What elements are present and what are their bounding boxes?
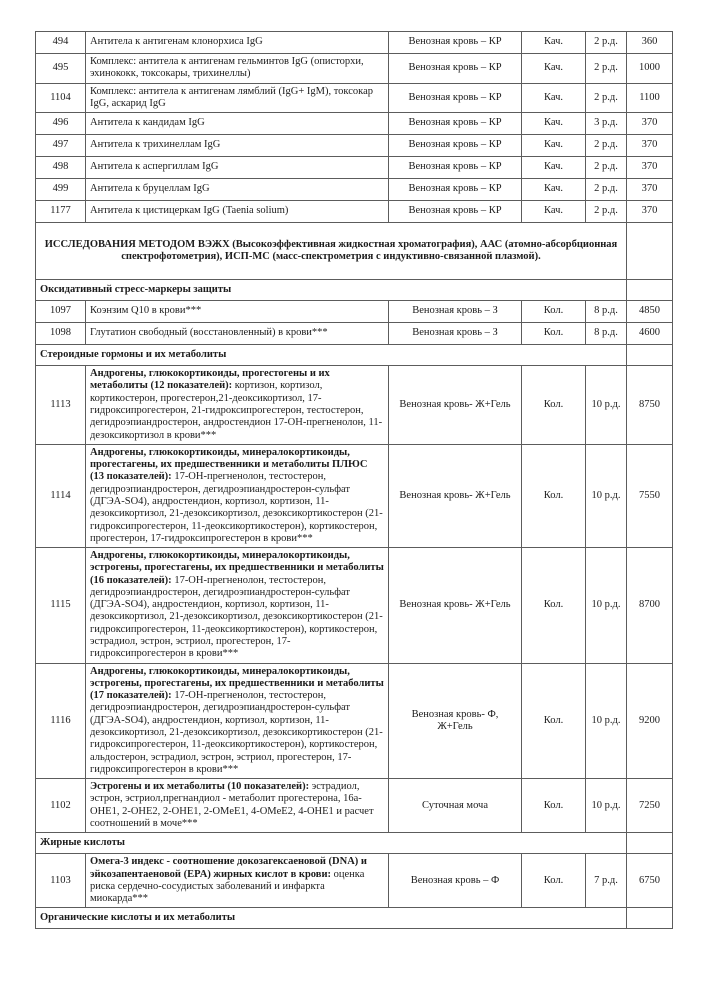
table-row [36,366,673,445]
subsection-header-row [36,345,673,366]
table-row [36,663,673,779]
turnaround-cell: 10 р.д. [586,663,627,779]
table-row [36,135,673,157]
test-name-text: 17-ОН-прегненолон, тестостерон, дегидроэпиандростерон, дегидроэпиандростерон-сульфат (ДГЭА-SO4), андростендион, кортизол, кортизон, 11-дезоксикортизол, 21-дезоксикортизол, дезоксикортикостерон (21-гидроксипрогестерон, 11-деоксикортикостерон), кортикостерон, альдостерон, эстрадиол, эстрон, эстриол, прогестерон, 17-гидроксипрогестерон в крови*** [90,690,383,775]
test-name-emphasis: Андрогены, глюкокортикоиды, минералокортикоиды, эстрогены, прогестагены, их предшественники и метаболиты (16 показателей): [90,550,384,586]
test-code: 1114 [36,444,86,547]
test-name [86,179,389,201]
specimen-cell: Венозная кровь – КР [389,83,522,113]
table-row [36,113,673,135]
turnaround-cell: 10 р.д. [586,779,627,833]
price-cell: 1100 [627,83,673,113]
result-type-cell: Кач. [522,179,586,201]
test-code: 1097 [36,301,86,323]
test-name-emphasis: Андрогены, глюкокортикоиды, минералокортикоиды, эстрогены, прогестагены, их предшественники и метаболиты (17 показателей): [90,665,384,702]
section-header-row [36,223,673,280]
turnaround-cell: 2 р.д. [586,135,627,157]
result-type-cell: Кач. [522,157,586,179]
test-code: 497 [36,135,86,157]
result-type-cell: Кач. [522,83,586,113]
result-type-cell: Кол. [522,854,586,908]
price-cell: 6750 [627,854,673,908]
test-name-emphasis: Андрогены, глюкокортикоиды, прогестогены и их метаболиты (12 показателей): [90,368,330,392]
table-row [36,323,673,345]
price-cell: 9200 [627,663,673,779]
result-type-cell: Кач. [522,113,586,135]
test-name-text: Антитела к кандидам IgG [90,117,205,129]
test-name-text: кортизон, кортизол, кортикостерон, прогестерон,21-деоксикортизол, 17-гидроксипрогестерон, 21-гидроксипрогестерон, тестостерон, дегидроэпиандростерон, андростендион 17-ОН-прегненолон, 11-дезоксикортизол в крови*** [90,380,383,441]
price-cell-empty [627,833,673,854]
turnaround-cell: 2 р.д. [586,54,627,84]
result-type-cell: Кач. [522,32,586,54]
subsection-header-row [36,908,673,929]
table-row [36,444,673,547]
specimen-cell: Венозная кровь- Ф, Ж+Гель [389,663,522,779]
turnaround-cell: 8 р.д. [586,301,627,323]
test-code: 1102 [36,779,86,833]
specimen-cell: Венозная кровь – КР [389,135,522,157]
specimen-cell: Венозная кровь – КР [389,179,522,201]
test-code: 1113 [36,366,86,445]
price-cell: 370 [627,201,673,223]
test-name-emphasis: Андрогены, глюкокортикоиды, минералокортикоиды, прогестагены, их предшественники и метаболиты ПЛЮС (13 показателей): [90,446,368,483]
test-name-text: Комплекс: антитела к антигенам лямблий (IgG+ IgM), токсокар IgG, аскарид IgG [90,85,373,109]
turnaround-cell: 2 р.д. [586,32,627,54]
test-name-text: Коэнзим Q10 в крови*** [90,305,202,317]
test-code: 496 [36,113,86,135]
test-name [86,83,389,113]
specimen-cell: Венозная кровь – КР [389,54,522,84]
specimen-cell: Венозная кровь – КР [389,157,522,179]
turnaround-cell: 2 р.д. [586,201,627,223]
result-type-cell: Кол. [522,366,586,445]
test-code: 1098 [36,323,86,345]
price-cell: 4600 [627,323,673,345]
test-name [86,32,389,54]
subsection-header-label: Стероидные гормоны и их метаболиты [36,345,627,366]
specimen-cell: Венозная кровь – КР [389,113,522,135]
price-cell: 1000 [627,54,673,84]
specimen-cell: Венозная кровь- Ж+Гель [389,444,522,547]
test-name-emphasis: Эстрогены и их метаболиты (10 показателей): [90,781,310,793]
test-name-text: 17-ОН-прегненолон, тестостерон, дегидроэпиандростерон, дегидроэпиандростерон-сульфат (ДГЭА-SO4), андростендион, кортизол, кортизон, 11-дезоксикортизол, 21-дезоксикортизол, дезоксикортикостерон (21-гидроксипрогестерон, 11-деоксикортикостерон), кортикостерон, эстрадиол, эстрон, эстриол, прогестерон, 17-гидроксипрогестерон в крови*** [90,574,383,660]
test-code: 1115 [36,548,86,664]
specimen-cell: Венозная кровь – Ф [389,854,522,908]
specimen-cell: Венозная кровь – КР [389,32,522,54]
test-code: 495 [36,54,86,84]
specimen-cell: Венозная кровь- Ж+Гель [389,548,522,664]
test-name [86,366,389,445]
table-row [36,548,673,664]
test-name [86,663,389,779]
test-name [86,54,389,84]
turnaround-cell: 7 р.д. [586,854,627,908]
test-name [86,135,389,157]
specimen-cell: Суточная моча [389,779,522,833]
test-name-text: Антитела к цистицеркам IgG (Taenia solium) [90,205,289,217]
table-row [36,179,673,201]
result-type-cell: Кол. [522,323,586,345]
subsection-header-row [36,280,673,301]
result-type-cell: Кол. [522,779,586,833]
test-name-text: Глутатион свободный (восстановленный) в крови*** [90,327,328,339]
price-cell: 8700 [627,548,673,664]
price-cell-empty [627,908,673,929]
price-cell: 7550 [627,444,673,547]
test-name [86,444,389,547]
price-cell: 370 [627,157,673,179]
turnaround-cell: 10 р.д. [586,548,627,664]
specimen-cell: Венозная кровь – З [389,323,522,345]
price-cell: 360 [627,32,673,54]
test-code: 1104 [36,83,86,113]
table-row [36,854,673,908]
price-cell-empty [627,345,673,366]
price-cell: 7250 [627,779,673,833]
price-cell-empty [627,280,673,301]
test-code: 1116 [36,663,86,779]
subsection-header-row [36,833,673,854]
test-name-text: Антитела к антигенам клонорхиса IgG [90,36,263,48]
price-cell: 8750 [627,366,673,445]
table-row [36,301,673,323]
table-row [36,83,673,113]
test-code: 499 [36,179,86,201]
table-row [36,157,673,179]
test-name [86,323,389,345]
turnaround-cell: 2 р.д. [586,179,627,201]
test-name-text: Антитела к трихинеллам IgG [90,139,221,151]
lab-tests-price-table [35,31,673,929]
test-name [86,301,389,323]
section-header-label: ИССЛЕДОВАНИЯ МЕТОДОМ ВЭЖХ (Высокоэффективная жидкостная хроматография), ААС (атомно-абсорбционная спектрофотометрия), ИСП-МС (масс-спектрометрия с индуктивно-связанной плазмой). [36,223,627,280]
result-type-cell: Кач. [522,201,586,223]
test-name-text: оценка риска сердечно-сосудистых заболеваний и инфаркта миокарда*** [90,868,365,905]
price-cell: 370 [627,135,673,157]
test-code: 494 [36,32,86,54]
table-row [36,779,673,833]
test-name-emphasis: Омега-3 индекс - соотношение докозагексаеновой (DNA) и эйкозапентаеновой (EPA) жирных кислот в крови: [90,856,367,880]
price-cell: 370 [627,179,673,201]
turnaround-cell: 10 р.д. [586,366,627,445]
result-type-cell: Кол. [522,548,586,664]
specimen-cell: Венозная кровь – КР [389,201,522,223]
test-name [86,548,389,664]
turnaround-cell: 8 р.д. [586,323,627,345]
test-name-text: эстрадиол, эстрон, эстриол,прегнандиол - метаболит прогестерона, 16a-OHE1, 2-OHE2, 2-OHE1, 2-OMeE1, 4-OMeE2, 4-OHE1 и расчет соотношений в моче*** [90,781,374,829]
test-name [86,113,389,135]
result-type-cell: Кач. [522,135,586,157]
table-row [36,32,673,54]
test-code: 1103 [36,854,86,908]
subsection-header-label: Оксидативный стресс-маркеры защиты [36,280,627,301]
turnaround-cell: 2 р.д. [586,157,627,179]
price-cell: 4850 [627,301,673,323]
test-name [86,201,389,223]
result-type-cell: Кол. [522,444,586,547]
turnaround-cell: 2 р.д. [586,83,627,113]
table-row [36,54,673,84]
test-name [86,854,389,908]
test-name-text: 17-ОН-прегненолон, тестостерон, дегидроэпиандростерон, дегидроэпиандростерон-сульфат (ДГЭА-SO4), андростендион, кортизол, кортизон, 11-дезоксикортизол, 21-дезоксикортизол, дезоксикортикостерон (21-гидроксипрогестерон, 11-деоксикортикостерон), кортикостерон, прогестерон, 17-гидроксипрогестерон в крови*** [90,471,383,544]
turnaround-cell: 10 р.д. [586,444,627,547]
subsection-header-label: Жирные кислоты [36,833,627,854]
test-code: 1177 [36,201,86,223]
specimen-cell: Венозная кровь- Ж+Гель [389,366,522,445]
price-cell: 370 [627,113,673,135]
test-code: 498 [36,157,86,179]
price-cell-empty [627,223,673,280]
specimen-cell: Венозная кровь – З [389,301,522,323]
test-name [86,779,389,833]
test-name-text: Антитела к бруцеллам IgG [90,183,210,195]
subsection-header-label: Органические кислоты и их метаболиты [36,908,627,929]
table-row [36,201,673,223]
result-type-cell: Кол. [522,663,586,779]
result-type-cell: Кач. [522,54,586,84]
test-name-text: Антитела к аспергиллам IgG [90,161,219,173]
test-name-text: Комплекс: антитела к антигенам гельминтов IgG (описторхи, эхинококк, токсокары, трихинеллы) [90,56,364,80]
test-name [86,157,389,179]
result-type-cell: Кол. [522,301,586,323]
turnaround-cell: 3 р.д. [586,113,627,135]
